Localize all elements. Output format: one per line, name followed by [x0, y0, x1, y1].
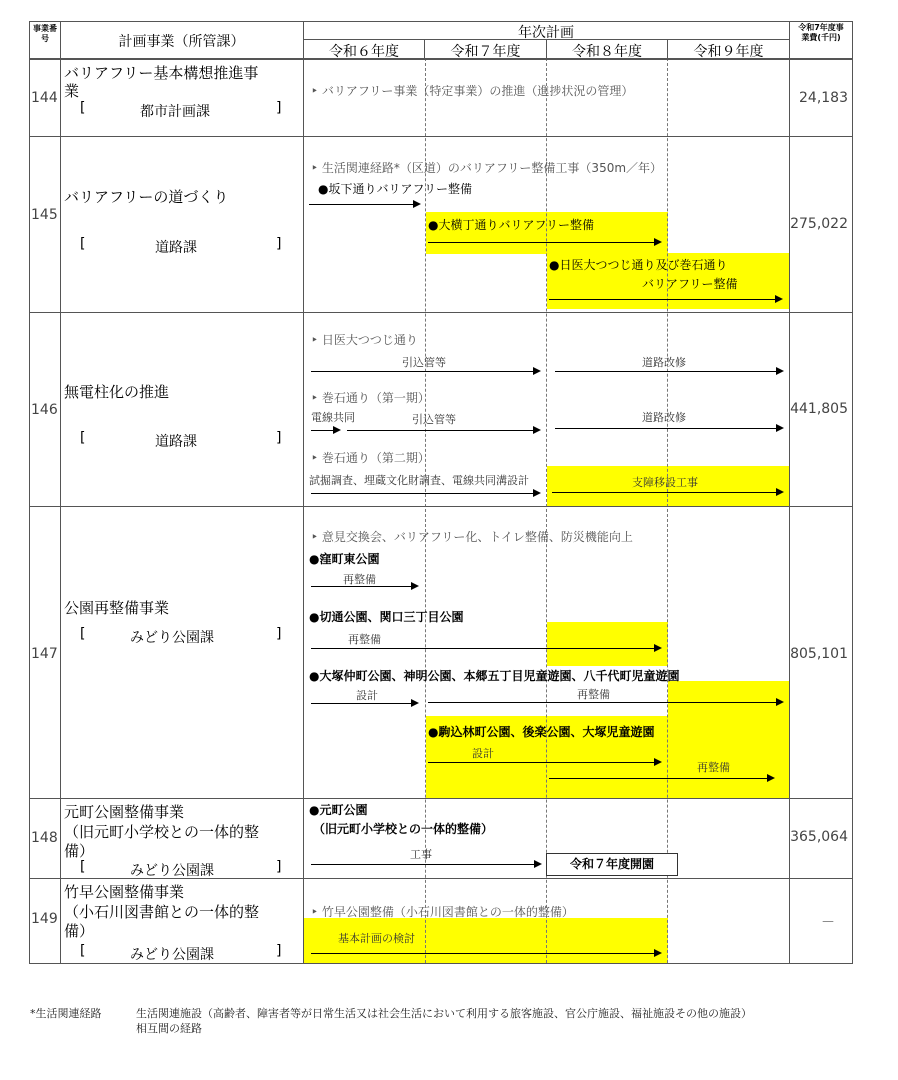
row-number: 148 [31, 830, 58, 846]
project-name: 公園再整備事業 [64, 599, 170, 617]
year-divider [546, 58, 547, 963]
department: みどり公園課 [130, 947, 214, 963]
project-name: 元町公園整備事業 [64, 803, 185, 821]
cost-value: － [821, 915, 835, 931]
footnote-term: *生活関連経路 [30, 1007, 102, 1020]
highlight-147-a [547, 622, 668, 666]
project-name: 無電柱化の推進 [64, 383, 170, 401]
schedule-arrow [428, 702, 782, 703]
plan-item: ●坂下通りバリアフリー整備 [318, 182, 472, 196]
plan-item: （旧元町小学校との一体的整備） [313, 822, 494, 836]
project-name: バリアフリー基本構想推進事 [64, 64, 259, 82]
schedule-arrow [311, 371, 539, 372]
plan-note: ‣ 意見交換会、バリアフリー化、トイレ整備、防災機能向上 [311, 530, 633, 544]
plan-note: ‣ 竹早公園整備（小石川図書館との一体的整備） [311, 905, 574, 919]
cost-value: 365,064 [790, 829, 848, 845]
plan-sublabel: 基本計画の検討 [338, 932, 415, 945]
schedule-arrow [549, 778, 773, 779]
plan-sublabel: 試掘調査、埋蔵文化財調査、電線共同溝設計 [309, 474, 529, 487]
plan-item: ●大横丁通りバリアフリー整備 [428, 218, 594, 232]
department: 道路課 [155, 240, 197, 256]
plan-sublabel: 電線共同 [311, 411, 355, 424]
schedule-arrow [549, 299, 781, 300]
schedule-arrow [311, 953, 660, 954]
plan-sublabel: 道路改修 [642, 356, 686, 369]
header-year-1: 令和６年度 [329, 44, 399, 60]
schedule-arrow [428, 762, 660, 763]
plan-sublabel: 再整備 [577, 688, 610, 701]
cost-value: 805,101 [790, 646, 848, 662]
opening-badge: 令和７年度開園 [546, 853, 678, 876]
plan-sublabel: 再整備 [697, 761, 730, 774]
footnote-text: 相互間の経路 [136, 1022, 202, 1035]
plan-item: ●大塚仲町公園、神明公園、本郷五丁目児童遊園、八千代町児童遊園 [309, 669, 680, 683]
project-name: （小石川図書館との一体的整 [64, 903, 260, 921]
project-name: 竹早公園整備事業 [64, 883, 185, 901]
plan-sublabel: 工事 [410, 848, 432, 861]
cost-value: 24,183 [799, 90, 848, 106]
plan-note: ‣ 日医大つつじ通り [311, 333, 418, 347]
row-number: 147 [31, 646, 58, 662]
cost-value: 441,805 [790, 401, 848, 417]
plan-note: ‣ 巻石通り（第二期） [311, 451, 430, 465]
header-plan-label: 年次計画 [518, 25, 574, 41]
project-name: 業 [64, 82, 80, 100]
plan-sublabel: 再整備 [343, 573, 376, 586]
plan-item: ●窪町東公園 [309, 552, 380, 566]
schedule-arrow [311, 493, 539, 494]
row-number: 146 [31, 402, 58, 418]
header-project-label: 計画事業（所管課） [118, 34, 245, 50]
plan-sublabel: 支障移設工事 [632, 476, 698, 489]
row-number: 149 [31, 911, 58, 927]
header-year-3: 令和８年度 [572, 44, 642, 60]
plan-sublabel: 引込管等 [402, 356, 446, 369]
header-year-2: 令和７年度 [450, 44, 521, 60]
plan-sublabel: 再整備 [348, 633, 381, 646]
project-name: （旧元町小学校との一体的整 [64, 823, 260, 841]
plan-note: ‣ バリアフリー事業（特定事業）の推進（進捗状況の管理） [311, 84, 634, 98]
department: みどり公園課 [130, 863, 214, 879]
header-cost-label: 令和7年度事業費(千円) [798, 23, 844, 42]
plan-sublabel: 設計 [356, 689, 378, 702]
schedule-arrow [555, 371, 782, 372]
row-number: 144 [31, 90, 58, 106]
plan-item: ●元町公園 [309, 803, 368, 817]
schedule-arrow [347, 430, 539, 431]
department: みどり公園課 [130, 630, 214, 646]
plan-note: ‣ 生活関連経路*（区道）のバリアフリー整備工事（350m／年） [311, 161, 663, 175]
schedule-arrow [311, 648, 660, 649]
project-name: 備） [64, 922, 95, 940]
cost-value: 275,022 [790, 216, 848, 232]
schedule-arrow [311, 586, 417, 587]
plan-item: ●駒込林町公園、後楽公園、大塚児童遊園 [428, 725, 655, 739]
header-no-label: 事業番号 [33, 24, 57, 43]
project-name: 備） [64, 842, 95, 860]
plan-item: バリアフリー整備 [642, 277, 738, 291]
department: 道路課 [155, 434, 197, 450]
plan-note: ‣ 巻石通り（第一期） [311, 391, 430, 405]
footnote-text: 生活関連施設（高齢者、障害者等が日常生活又は社会生活において利用する旅客施設、官公庁施設、福祉施設その他の施設） [136, 1007, 752, 1020]
plan-item: ●切通公園、関口三丁目公園 [309, 610, 464, 624]
plan-sublabel: 引込管等 [412, 413, 456, 426]
header-year-4: 令和９年度 [693, 44, 764, 60]
project-name: バリアフリーの道づくり [64, 188, 229, 206]
schedule-arrow [552, 492, 782, 493]
schedule-arrow [309, 204, 419, 205]
plan-item: ●日医大つつじ通り及び巻石通り [549, 258, 728, 272]
schedule-arrow [311, 864, 540, 865]
schedule-arrow [311, 430, 339, 431]
schedule-arrow [428, 242, 660, 243]
schedule-arrow [311, 703, 417, 704]
plan-sublabel: 設計 [472, 747, 494, 760]
row-number: 145 [31, 207, 58, 223]
year-divider [667, 58, 668, 963]
department: 都市計画課 [140, 104, 210, 120]
plan-sublabel: 道路改修 [642, 411, 686, 424]
schedule-arrow [555, 428, 782, 429]
